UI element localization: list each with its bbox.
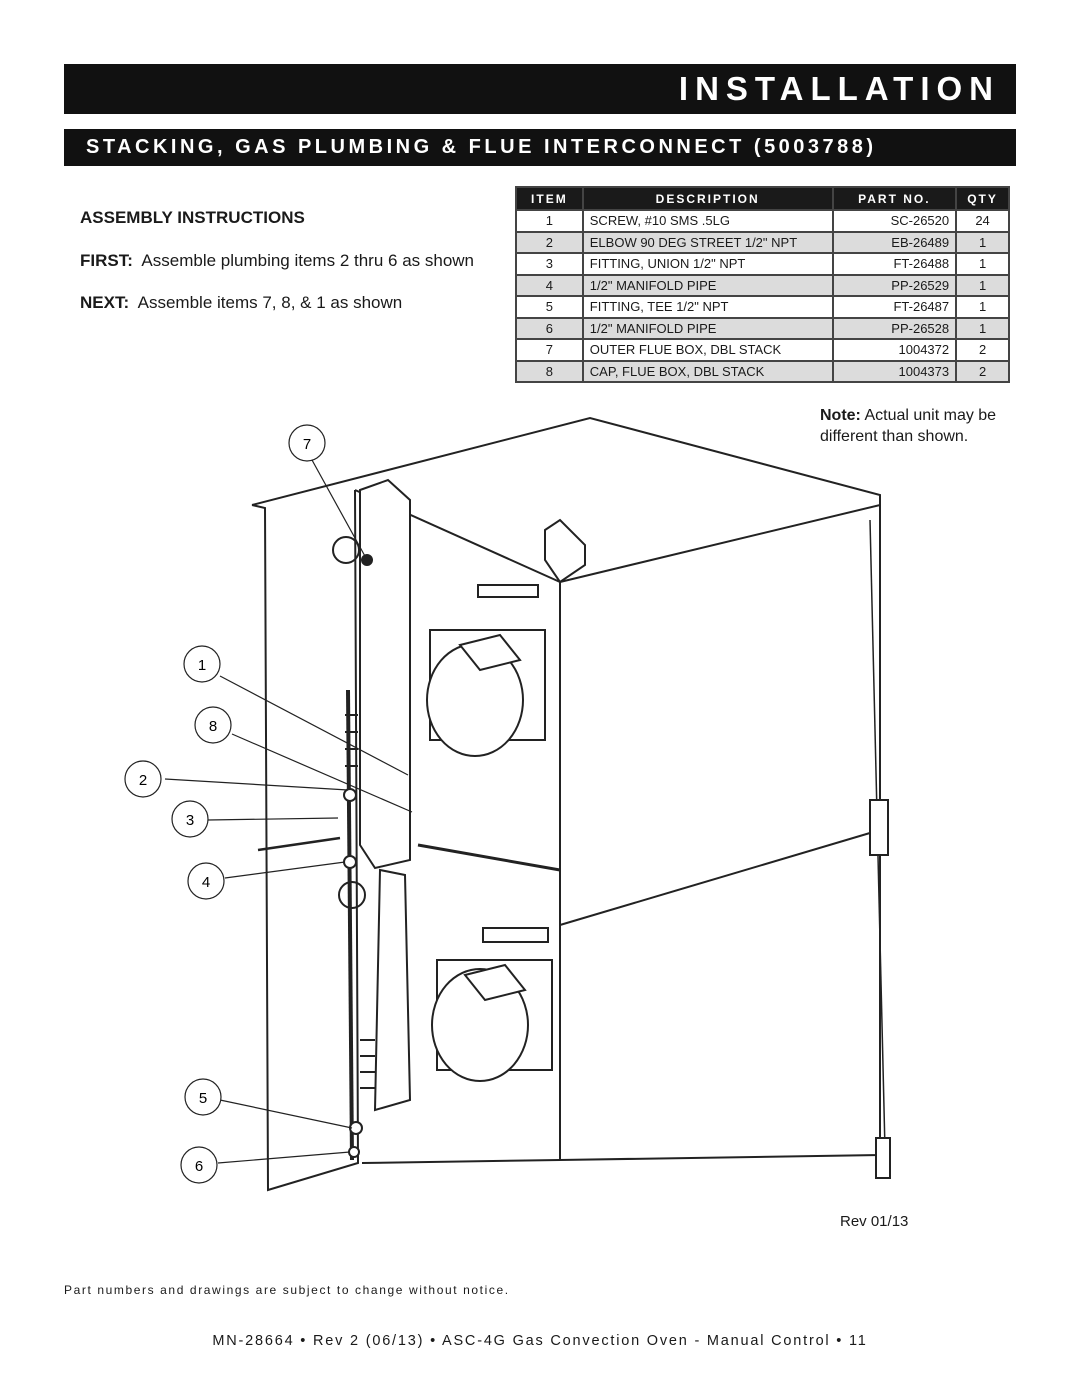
oven-top-outline [252,418,880,505]
header-part-no: PART NO. [833,187,957,210]
front-panel [560,505,880,1160]
table-row [516,339,1009,361]
cell-qty: 1 [956,253,1009,275]
page-footer: MN-28664 • Rev 2 (06/13) • ASC-4G Gas Convection Oven - Manual Control • 11 [212,1333,868,1349]
callout-3 [172,801,208,837]
revision-label: Rev 01/13 [840,1213,909,1230]
callout-2 [125,761,161,797]
cell-qty: 1 [956,275,1009,297]
left-side-panel [252,490,358,1190]
cell-part-no: PP-26529 [833,275,957,297]
svg-text:2: 2 [138,772,148,789]
cell-qty: 1 [956,318,1009,340]
cell-part-no: 1004372 [833,339,957,361]
cell-item: 5 [516,296,583,318]
svg-text:6: 6 [194,1158,204,1175]
svg-text:5: 5 [198,1090,208,1107]
svg-text:1: 1 [197,657,207,674]
subsection-title: STACKING, GAS PLUMBING & FLUE INTERCONNECT (5003788) [86,136,877,158]
callout-7 [289,425,325,461]
parts-table-header [516,187,1009,210]
note-label: Note: [820,407,861,424]
cell-description: FITTING, UNION 1/2" NPT [583,253,833,275]
disclaimer: Part numbers and drawings are subject to change without notice. [64,1283,510,1297]
cell-qty: 1 [956,296,1009,318]
svg-text:8: 8 [208,718,218,735]
oven-stack-drawing [110,410,910,1210]
table-row [516,210,1009,232]
cell-part-no: FT-26488 [833,253,957,275]
table-row [516,318,1009,340]
cell-qty: 2 [956,361,1009,383]
section-banner [64,64,1016,114]
svg-text:4: 4 [201,874,211,891]
instruction-first-label: FIRST: [80,251,133,270]
header-description: DESCRIPTION [583,187,833,210]
cell-item: 6 [516,318,583,340]
svg-text:7: 7 [302,436,312,453]
cell-qty: 24 [956,210,1009,232]
cell-item: 8 [516,361,583,383]
note-text-line1: Actual unit may be [864,407,997,424]
upper-blower [427,630,545,756]
instruction-next-label: NEXT: [80,293,130,312]
cell-description: SCREW, #10 SMS .5LG [583,210,833,232]
table-row [516,275,1009,297]
callout-8 [195,707,231,743]
table-row [516,361,1009,383]
cell-part-no: FT-26487 [833,296,957,318]
gas-manifold-pipe [348,690,352,1160]
assembly-instructions-heading: ASSEMBLY INSTRUCTIONS [80,208,305,227]
cell-part-no: PP-26528 [833,318,957,340]
cell-qty: 1 [956,232,1009,254]
section-title: INSTALLATION [678,70,1000,107]
cell-description: 1/2" MANIFOLD PIPE [583,318,833,340]
instruction-next [80,293,402,313]
header-qty: QTY [956,187,1009,210]
cell-description: OUTER FLUE BOX, DBL STACK [583,339,833,361]
cell-description: ELBOW 90 DEG STREET 1/2" NPT [583,232,833,254]
cell-description: FITTING, TEE 1/2" NPT [583,296,833,318]
flue-box-upper [360,480,410,868]
callout-6 [181,1147,217,1183]
cell-part-no: EB-26489 [833,232,957,254]
callout-4 [188,863,224,899]
subsection-banner [64,129,1016,166]
instruction-next-text: Assemble items 7, 8, & 1 as shown [137,293,403,312]
parts-table [515,186,1010,383]
table-row [516,253,1009,275]
instruction-first-text: Assemble plumbing items 2 thru 6 as shown [141,251,475,270]
cell-item: 7 [516,339,583,361]
cell-part-no: SC-26520 [833,210,957,232]
cell-description: CAP, FLUE BOX, DBL STACK [583,361,833,383]
callout-1 [184,646,220,682]
svg-text:3: 3 [185,812,195,829]
cell-part-no: 1004373 [833,361,957,383]
cell-item: 1 [516,210,583,232]
cell-item: 3 [516,253,583,275]
callout-5 [185,1079,221,1115]
cell-qty: 2 [956,339,1009,361]
note-text-line2: different than shown. [820,428,969,445]
instruction-first [80,251,474,271]
cell-item: 2 [516,232,583,254]
table-row [516,296,1009,318]
cell-description: 1/2" MANIFOLD PIPE [583,275,833,297]
table-row [516,232,1009,254]
cell-item: 4 [516,275,583,297]
lower-blower [432,960,552,1081]
header-item: ITEM [516,187,583,210]
